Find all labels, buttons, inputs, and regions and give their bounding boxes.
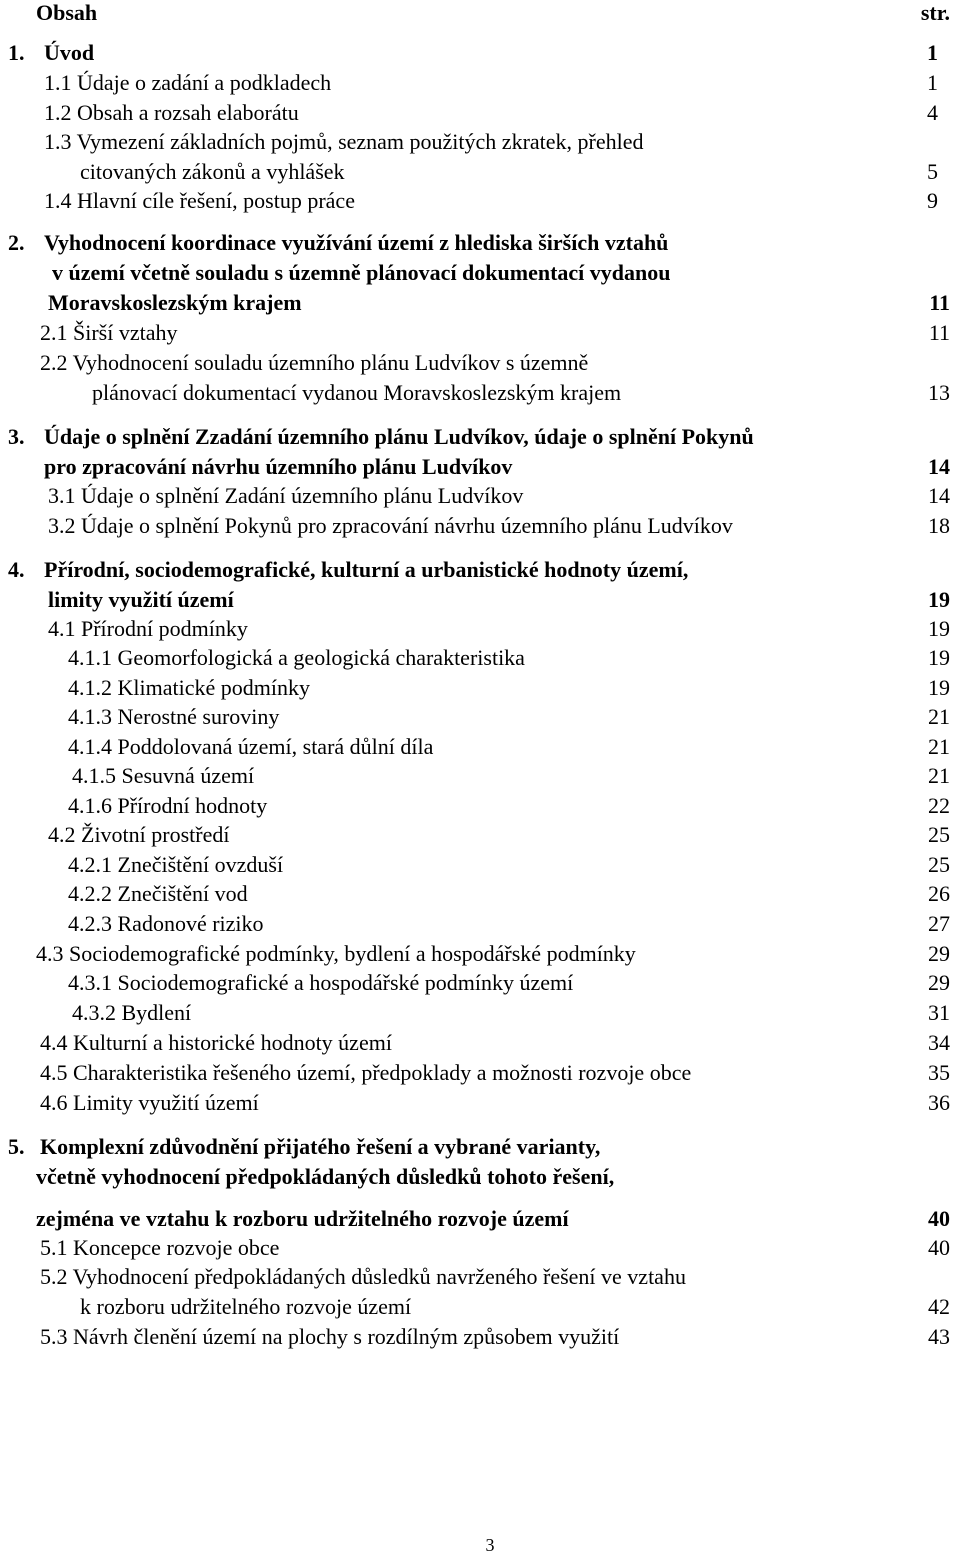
toc-page-number: 21 [928,734,950,759]
toc-page-number: 14 [928,483,950,508]
toc-entry: 4.3 Sociodemografické podmínky, bydlení a hospodářské podmínky [36,941,636,966]
toc-subentry: 4.3.2 Bydlení [72,1000,192,1025]
toc-entry: 1.1 Údaje o zadání a podkladech [44,70,332,95]
toc-entry: 4.4 Kulturní a historické hodnoty území [40,1030,392,1055]
toc-page-number: 42 [928,1294,950,1319]
toc-page-number: 26 [928,881,950,906]
toc-section-title-continuation: limity využití území [48,587,234,612]
toc-page-number: 31 [928,1000,950,1025]
toc-page-number: 34 [928,1030,950,1055]
toc-page-number: 1 [927,70,938,95]
toc-entry: 5.1 Koncepce rozvoje obce [40,1235,280,1260]
toc-page-number: 13 [928,380,950,405]
toc-page-number: 27 [928,911,950,936]
toc-page-number: 18 [928,513,950,538]
toc-entry: 3.1 Údaje o splnění Zadání územního plánu Ludvíkov [48,483,524,508]
toc-entry-continuation: plánovací dokumentací vydanou Moravskoslezským krajem [92,380,622,405]
toc-entry: 1.2 Obsah a rozsah elaborátu [44,100,299,125]
toc-section-number: 2. [8,230,25,255]
toc-page-number: 40 [928,1206,950,1231]
toc-section-number: 1. [8,40,25,65]
toc-page-number: 14 [928,454,950,479]
toc-page-number: 25 [928,852,950,877]
toc-entry: 4.5 Charakteristika řešeného území, předpoklady a možnosti rozvoje obce [40,1060,692,1085]
toc-section-title-continuation: zejména ve vztahu k rozboru udržitelného rozvoje území [36,1206,569,1231]
toc-heading: Obsah [36,0,98,25]
toc-section-number: 5. [8,1134,25,1159]
toc-entry: 5.3 Návrh členění území na plochy s rozdílným způsobem využití [40,1324,620,1349]
toc-page-number: 9 [927,188,938,213]
toc-page-number: 1 [927,40,938,65]
toc-subentry: 4.1.4 Poddolovaná území, stará důlní díla [68,734,434,759]
toc-subentry: 4.2.1 Znečištění ovzduší [68,852,284,877]
toc-section-title-continuation: Moravskoslezským krajem [48,290,302,315]
toc-section-title-continuation: pro zpracování návrhu územního plánu Ludvíkov [44,454,513,479]
toc-section-title: Komplexní zdůvodnění přijatého řešení a vybrané varianty, [40,1134,601,1159]
toc-subentry: 4.1.6 Přírodní hodnoty [68,793,268,818]
footer-page-number: 3 [485,1535,495,1555]
toc-section-title: Přírodní, sociodemografické, kulturní a urbanistické hodnoty území, [44,557,689,582]
toc-section-title: Vyhodnocení koordinace využívání území z hlediska širších vztahů [44,230,669,255]
toc-page-number: 19 [928,587,950,612]
toc-section-title-continuation: v území včetně souladu s územně plánovací dokumentací vydanou [52,260,671,285]
toc-subentry: 4.3.1 Sociodemografické a hospodářské podmínky území [68,970,574,995]
toc-entry: 5.2 Vyhodnocení předpokládaných důsledků navrženého řešení ve vztahu [40,1264,686,1289]
toc-section-title: Údaje o splnění Zzadání územního plánu Ludvíkov, údaje o splnění Pokynů [44,424,754,449]
toc-page-number: 5 [927,159,938,184]
toc-subentry: 4.1.3 Nerostné suroviny [68,704,280,729]
toc-page-number: 40 [928,1235,950,1260]
toc-entry-continuation: citovaných zákonů a vyhlášek [80,159,345,184]
page-column-heading: str. [920,0,950,25]
toc-page-number: 19 [928,675,950,700]
toc-entry: 4.1 Přírodní podmínky [48,616,248,641]
toc-page-number: 29 [928,941,950,966]
toc-page-number: 22 [928,793,950,818]
toc-subentry: 4.1.1 Geomorfologická a geologická charakteristika [68,645,525,670]
toc-page-number: 11 [929,290,950,315]
toc-page-number: 19 [928,616,950,641]
toc-page-number: 36 [928,1090,950,1115]
toc-page-number: 21 [928,704,950,729]
toc-entry: 2.2 Vyhodnocení souladu územního plánu Ludvíkov s územně [40,350,589,375]
toc-page-number: 21 [928,763,950,788]
toc-entry: 1.4 Hlavní cíle řešení, postup práce [44,188,355,213]
toc-entry: 1.3 Vymezení základních pojmů, seznam použitých zkratek, přehled [44,129,644,154]
toc-section-title-continuation: včetně vyhodnocení předpokládaných důsledků tohoto řešení, [36,1164,615,1189]
toc-entry-continuation: k rozboru udržitelného rozvoje území [80,1294,412,1319]
toc-subentry: 4.1.5 Sesuvná území [72,763,255,788]
toc-subentry: 4.1.2 Klimatické podmínky [68,675,310,700]
toc-page-number: 43 [928,1324,950,1349]
toc-subentry: 4.2.3 Radonové riziko [68,911,264,936]
toc-subentry: 4.2.2 Znečištění vod [68,881,248,906]
toc-page-number: 11 [928,320,950,345]
toc-page-number: 29 [928,970,950,995]
toc-entry: 2.1 Širší vztahy [40,320,178,345]
toc-page-number: 4 [927,100,938,125]
toc-entry: 4.2 Životní prostředí [48,822,230,847]
toc-page-number: 19 [928,645,950,670]
toc-section-number: 3. [8,424,25,449]
toc-entry: 3.2 Údaje o splnění Pokynů pro zpracování návrhu územního plánu Ludvíkov [48,513,733,538]
toc-page-number: 25 [928,822,950,847]
toc-entry: 4.6 Limity využití území [40,1090,259,1115]
toc-section-title: Úvod [44,40,95,65]
toc-section-number: 4. [8,557,25,582]
toc-page-number: 35 [928,1060,950,1085]
